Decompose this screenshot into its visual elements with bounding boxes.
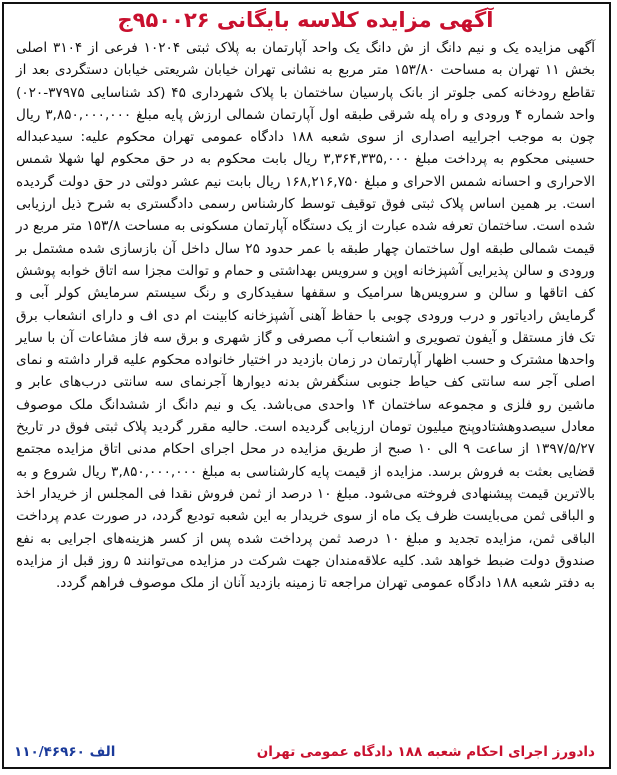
notice-title: آگهی مزایده کلاسه بایگانی ۹۵۰۰۲۶ج: [117, 8, 494, 32]
notice-frame: [2, 2, 611, 769]
signer-line: دادورز اجرای احکام شعبه ۱۸۸ دادگاه عمومی تهران: [256, 744, 595, 760]
notice-code: ۱۱۰/۴۶۹۶۰ الف: [14, 744, 116, 760]
notice-body: آگهی مزایده یک و نیم دانگ از ش دانگ یک واحد آپارتمان به پلاک ثبتی ۱۰۲۰۴ فرعی از ۳۱۰۴ اصلی بخش ۱۱ تهران به مساحت ۱۵۳/۸۰ متر مربع به نشانی تهران خیابان شریعتی خیابان دستگردی بعد از تقاطع رودخانه کمی جلوتر از بانک پارسیان ساختمان با پلاک شهرداری ۴۵ (کد شناسایی ۳۷۹۷۵-۰۲۰) واحد شماره ۴ ورودی و راه پله شرقی طبقه اول آپارتمان شمالی ارزش پایه مبلغ ۳,۸۵۰,۰۰۰,۰۰۰ ریال چون به موجب اجراییه اصداری از سوی شعبه ۱۸۸ دادگاه عمومی تهران محکوم علیه: سیدعبداله حسینی محکوم به پرداخت مبلغ ۳,۳۶۴,۳۳۵,۰۰۰ ریال بابت محکوم به در حق محکوم لها شهلا شمس الاحراری و احسانه شمس الاحرای و مبلغ ۱۶۸,۲۱۶,۷۵۰ ریال بابت نیم عشر دولتی در حق دولت گردیده است. بر همین اساس پلاک ثبتی فوق توقیف توسط کارشناس رسمی دادگستری به شرح ذیل ارزیابی شده است. ساختمان تعرفه شده عبارت از یک دستگاه آپارتمان مسکونی به مساحت ۱۵۳/۸ متر مربع در قیمت شمالی طبقه اول ساختمان چهار طبقه با عمر حدود ۲۵ سال داخل آن بازسازی شده مشتمل بر ورودی و سالن پذیرایی آشپزخانه اوپن و سرویس بهداشتی و حمام و توالت مجزا سه اتاق خوابه پوشش کف اتاقها و سالن و سرویس‌ها سرامیک و سقفها سفیدکاری و رنگ سیستم سرمایش کولر آبی و گرمایش رادیاتور و درب ورودی چوبی با حفاظ آهنی آشپزخانه کابینت ام دی اف و دارای انشعاب برق تک فاز مستقل و آیفون تصویری و اشنعاب آب مصرفی و گاز شهری و برق سه فاز مشاعات آن با سایر واحدها مشترک و حسب اظهار آپارتمان در زمان بازدید در اختیار خانواده محکوم علیه قرار داشته و نمای اصلی آجر سه سانتی کف حیاط جنوبی سنگفرش بدنه دیوارها آجرنمای سه سانتی درب‌های عابر و ماشین رو فلزی و مجموعه ساختمان ۱۴ واحدی می‌باشد. یک و نیم دانگ از ششدانگ ملک موصوف معادل سیصدوهشتادوپنج میلیون تومان ارزیابی گردیده است. حالیه مقرر گردید پلاک ثبتی فوق در تاریخ ۱۳۹۷/۵/۲۷ از ساعت ۹ الی ۱۰ صبح از طریق مزایده در محل اجرای احکام مدنی اتاق مزایده مجتمع قضایی بعثت به فروش برسد. مزایده از قیمت پایه کارشناسی به مبلغ ۳,۸۵۰,۰۰۰,۰۰۰ ریال شروع و به بالاترین قیمت پیشنهادی فروخته می‌شود. مبلغ ۱۰ درصد از ثمن فروش نقدا فی المجلس از خریدار اخذ و الباقی ثمن می‌بایست ظرف یک ماه از سوی خریدار به این شعبه تودیع گردد، در صورت عدم پرداخت الباقی ثمن، مزایده تجدید و مبلغ ۱۰ درصد ثمن پرداخت شده پس از کسر هزینه‌های اجرایی به نفع صندوق دولت ضبط خواهد شد. کلیه علاقه‌مندان جهت شرکت در مزایده می‌توانند ۵ روز قبل از مزایده به دفتر شعبه ۱۸۸ دادگاه عمومی تهران مراجعه تا زمینه بازدید آنان از ملک موصوف فراهم گردد.: [16, 40, 596, 592]
notice-footer: [14, 741, 595, 763]
